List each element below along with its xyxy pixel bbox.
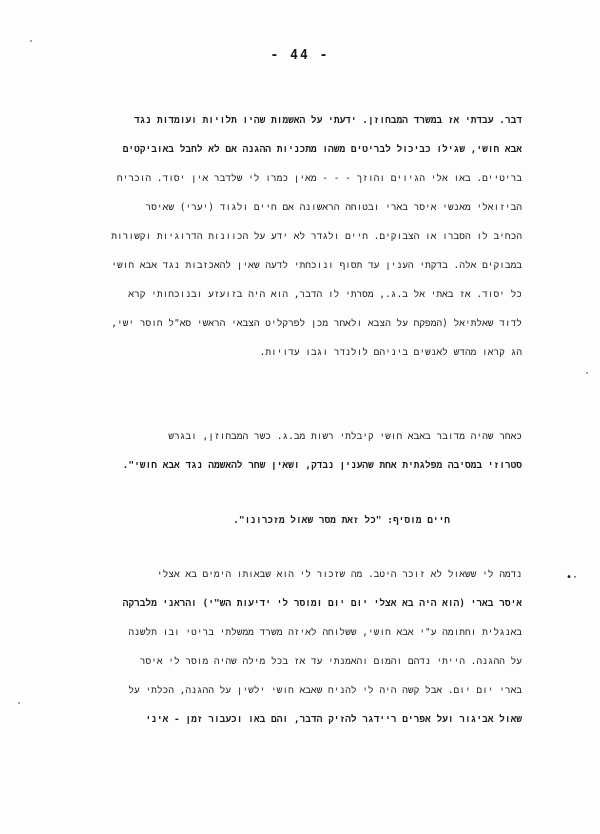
text-line: על ההגנה. הייתי נדהם והמום והאמנתי עד אז בכל מילה שהיה מוסר לי איסר [139,656,522,667]
text-line: כאחר שהיה מדובר באבא חושי קיבלתי רשות מב.ג. כשר המבחוזן, ובגרש [168,431,522,442]
text-line: בריטיים. באו אלי הגיוים והוזך - - - מאין כמרו לי שלדבר אין יסוד. הוכריח [116,173,522,184]
text-line: באנגלית וחתומה ע"י אבא חושי, ששלוחה לאיזה משרד ממשלתי בריטי ובו תלשנה [128,627,522,638]
text-line: איסר בארי (הוא היה בא אצלי יום יום ומוסר לי ידיעות הש"י) והראני מלברקה [122,598,522,609]
margin-mark: •· [566,572,579,583]
text-line: הביזואלי מאנשי איסר בארי ובטוחה הראשונה אם חיים ולגוד (יערי) שאיסר [145,202,522,213]
scan-speck [586,372,588,374]
paragraph-1 [76,106,522,367]
paragraph-2 [76,422,522,480]
text-line: סטרוזי במסיבה מפלגתית אחת שהענין נבדק, ושאין שחר להאשמה נגד אבא חושי". [122,460,522,471]
paragraph-3 [150,506,450,535]
text-line: אבא חושי, שגילו כביכול לבריטים משהו מתכניות ההגנה אם לא לחבל באוביקטים [122,144,522,155]
text-line: לדוד שאלתיאל (המפקח על הצבא ולאחר מכן לפרקליט הצבאי הראשי סא"ל חוסר ישי, [111,318,522,329]
text-line: כל יסוד. אז באתי אל ב.ג., מסרתי לו הדבר, הוא היה בזועזע ובנוכחותי קרא [128,289,522,300]
paragraph-4 [76,560,522,734]
text-line: דבר. עבדתי אז במשרד המבחוזן. ידעתי על האשמות שהיו תלויות ועומדות נגד [134,115,522,126]
text-line: נדמה לי ששאול לא זוכר היטב. מה שזכור לי הוא שבאותו הימים בא אצלי [156,569,522,580]
text-line: חיים מוסיף: "כל זאת מסר שאול מזכרונו". [233,515,450,526]
text-line: הכחיב לו הסברו או הצבוקים. חיים ולגדר לא ידע על הכוונות הדרוגיות וקשורות [111,231,522,242]
text-line: שאול אביגור ועל אפרים ריידגר להזיק הדבר, והם באו וכעבור זמן - איני [145,714,522,725]
scan-speck [30,40,32,42]
text-line: במבוקים אלה. בדקתי הענין עד תסוף ונוכחתי לדעה שאין להאכזבות נגד אבא חושי [111,260,522,271]
text-line: הג קראו מהדש לאנשים ביניהם לולנדר וגבו עדויות. [259,347,522,358]
scan-speck [18,702,20,704]
page-number: - 44 - [270,48,330,63]
text-line: בארי יום יום. אבל קשה היה לי להניח שאבא חושי ילשין על ההגנה, הכלתי על [128,685,522,696]
